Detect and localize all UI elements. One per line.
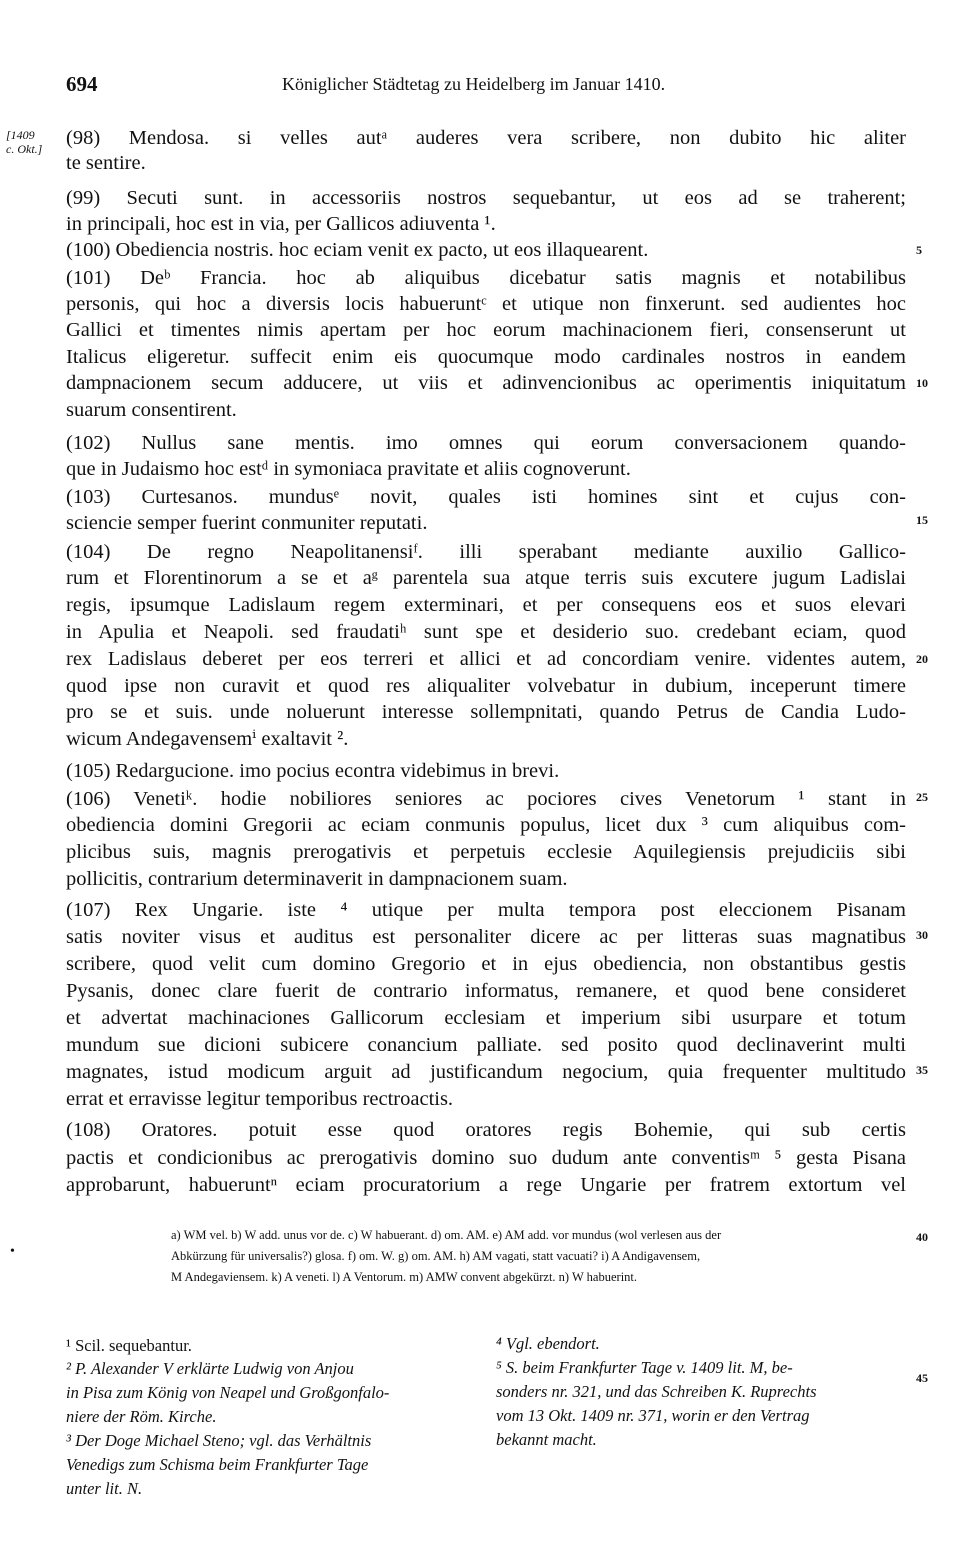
text-line: (104) De regno Neapolitanensiᶠ. illi sperabant mediante auxilio Gallico- (66, 541, 906, 563)
text-line: approbarunt, habueruntⁿ eciam procuratorium a rege Ungarie per fratrem extortum vel (66, 1174, 906, 1196)
footnote-line: niere der Röm. Kirche. (66, 1407, 217, 1426)
page-number: 694 (66, 72, 98, 96)
text-line: Gallici et timentes nimis apertam per hoc eorum machinacionem fieri, consenserunt ut (66, 319, 906, 341)
footnote-line: vom 13 Okt. 1409 nr. 371, worin er den Vertrag (496, 1406, 810, 1425)
footnote-line: Venedigs zum Schisma beim Frankfurter Tage (66, 1455, 369, 1474)
text-line: (99) Secuti sunt. in accessoriis nostros sequebantur, ut eos ad se traherent; (66, 187, 906, 209)
footnote-line: bekannt macht. (496, 1430, 597, 1449)
text-line: (105) Redargucione. imo pocius econtra videbimus in brevi. (66, 760, 560, 782)
footnote-line: ¹ Scil. sequebantur. (66, 1336, 192, 1355)
line-number: 35 (916, 1063, 928, 1077)
margin-date-note (6, 128, 42, 156)
apparatus-line: M Andegaviensem. k) A veneti. l) A Ventorum. m) AMW convent abgekürzt. n) W habuerint. (171, 1270, 638, 1284)
apparatus-line: a) WM vel. b) W add. unus vor de. c) W habuerant. d) om. AM. e) AM add. vor mundus (wol verlesen aus der (171, 1228, 722, 1242)
footnote-line: ⁴ Vgl. ebendort. (496, 1334, 600, 1353)
line-number: 25 (916, 790, 928, 804)
page-header (66, 72, 911, 102)
text-line: magnates, istud modicum arguit ad justificandum negocium, quia frequenter multitudo (66, 1061, 906, 1083)
text-line: in principali, hoc est in via, per Gallicos adiuventa ¹. (66, 213, 496, 235)
text-line: errat et erravisse legitur temporibus rectroactis. (66, 1088, 454, 1110)
text-line: (107) Rex Ungarie. iste ⁴ utique per multa tempora post eleccionem Pisanam (66, 899, 906, 921)
line-number: 20 (916, 652, 928, 666)
text-line: (102) Nullus sane mentis. imo omnes qui eorum conversacionem quando- (66, 432, 906, 454)
line-number: 15 (916, 513, 928, 527)
line-number: 40 (916, 1230, 928, 1244)
text-line: mundum sue dicioni subicere conancium palliate. sed posito quod declinaverint multi (66, 1034, 906, 1056)
text-line: scribere, quod velit cum domino Gregorio et in ejus obediencia, non obstantibus gestis (66, 953, 906, 975)
footnote-line: ² P. Alexander V erklärte Ludwig von Anjou (66, 1359, 354, 1378)
text-line: dampnacionem secum adducere, ut viis et adinvencionibus ac operimentis iniquitatum (66, 372, 906, 394)
text-line: que in Judaismo hoc estᵈ in symoniaca pravitate et aliis cognoverunt. (66, 458, 631, 480)
text-line: Pysanis, donec clare fuerit de contrario informatus, remanere, et quod bene consideret (66, 980, 906, 1002)
text-line: in Apulia et Neapoli. sed fraudatiʰ sunt spe et desiderio suo. credebant eciam, quod (66, 621, 906, 643)
text-line: te sentire. (66, 152, 146, 174)
footnote-line: ³ Der Doge Michael Steno; vgl. das Verhältnis (66, 1431, 372, 1450)
footnote-line: sonders nr. 321, und das Schreiben K. Ruprechts (496, 1382, 817, 1401)
margin-bullet: • (10, 1244, 15, 1259)
margin-date-line: c. Okt.] (6, 142, 43, 156)
text-line: (100) Obediencia nostris. hoc eciam venit ex pacto, ut eos illaquearent. (66, 239, 649, 261)
footnote-line: ⁵ S. beim Frankfurter Tage v. 1409 lit. M, be- (496, 1358, 793, 1377)
line-number: 10 (916, 376, 928, 390)
text-line: quod ipse non curavit et quod res aliqualiter volvebatur in dubium, inceperunt timere (66, 675, 906, 697)
text-line: suarum consentirent. (66, 399, 237, 421)
apparatus-line: Abkürzung für universalis?) glosa. f) om. W. g) om. AM. h) AM vagati, statt vacuati? i) A Andigavensem, (171, 1249, 701, 1263)
text-line: rex Ladislaus deberet per eos terreri et allici et ad concordiam venire. videntes autem, (66, 648, 906, 670)
margin-date-line: [1409 (6, 128, 35, 142)
text-line: (108) Oratores. potuit esse quod oratores regis Bohemie, qui sub certis (66, 1119, 906, 1141)
text-line: sciencie semper fuerint conmuniter reputati. (66, 512, 428, 534)
footnote-line: in Pisa zum König von Neapel und Großgonfalo- (66, 1383, 390, 1402)
footnote-line: unter lit. N. (66, 1479, 143, 1498)
text-line: (101) Deᵇ Francia. hoc ab aliquibus dicebatur satis magnis et notabilibus (66, 267, 906, 289)
line-number: 45 (916, 1371, 928, 1385)
line-number: 30 (916, 928, 928, 942)
text-line: rum et Florentinorum a se et aᵍ parentela sua atque terris suis excutere jugum Ladislai (66, 567, 906, 589)
text-line: pro se et suis. unde noluerunt interesse sollempnitati, quando Petrus de Candia Ludo- (66, 701, 906, 723)
text-line: satis noviter visus et auditus est personaliter dicere ac per litteras suas magnatibus (66, 926, 906, 948)
text-line: pollicitis, contrarium determinaverit in dampnacionem suam. (66, 868, 568, 890)
text-line: Italicus eligeretur. suffecit enim eis quocumque modo cardinales nostros in eandem (66, 346, 906, 368)
text-line: (103) Curtesanos. mundusᵉ novit, quales isti homines sint et cujus con- (66, 486, 906, 508)
text-line: obediencia domini Gregorii ac eciam conmunis populus, licet dux ³ cum aliquibus com- (66, 814, 906, 836)
text-line: et advertat machinaciones Gallicorum ecclesiam et imperium sibi usurpare et totum (66, 1007, 906, 1029)
running-title: Königlicher Städtetag zu Heidelberg im Januar 1410. (282, 74, 666, 94)
line-number: 5 (916, 243, 922, 257)
text-line: pactis et condicionibus ac prerogativis domino suo dudum ante conventisᵐ ⁵ gesta Pisana (66, 1147, 906, 1169)
text-line: regis, ipsumque Ladislaum regem exterminari, et per consequens eos et suos elevari (66, 594, 906, 616)
text-line: (98) Mendosa. si velles autᵃ auderes vera scribere, non dubito hic aliter (66, 127, 906, 149)
text-line: personis, qui hoc a diversis locis habueruntᶜ et utique non finxerunt. sed audientes hoc (66, 293, 906, 315)
text-line: plicibus suis, magnis prerogativis et perpetuis ecclesie Aquilegiensis prejudiciis sibi (66, 841, 906, 863)
text-line: (106) Venetiᵏ. hodie nobiliores seniores ac pociores cives Venetorum ¹ stant in (66, 788, 906, 810)
text-line: wicum Andegavensemⁱ exaltavit ². (66, 728, 349, 750)
